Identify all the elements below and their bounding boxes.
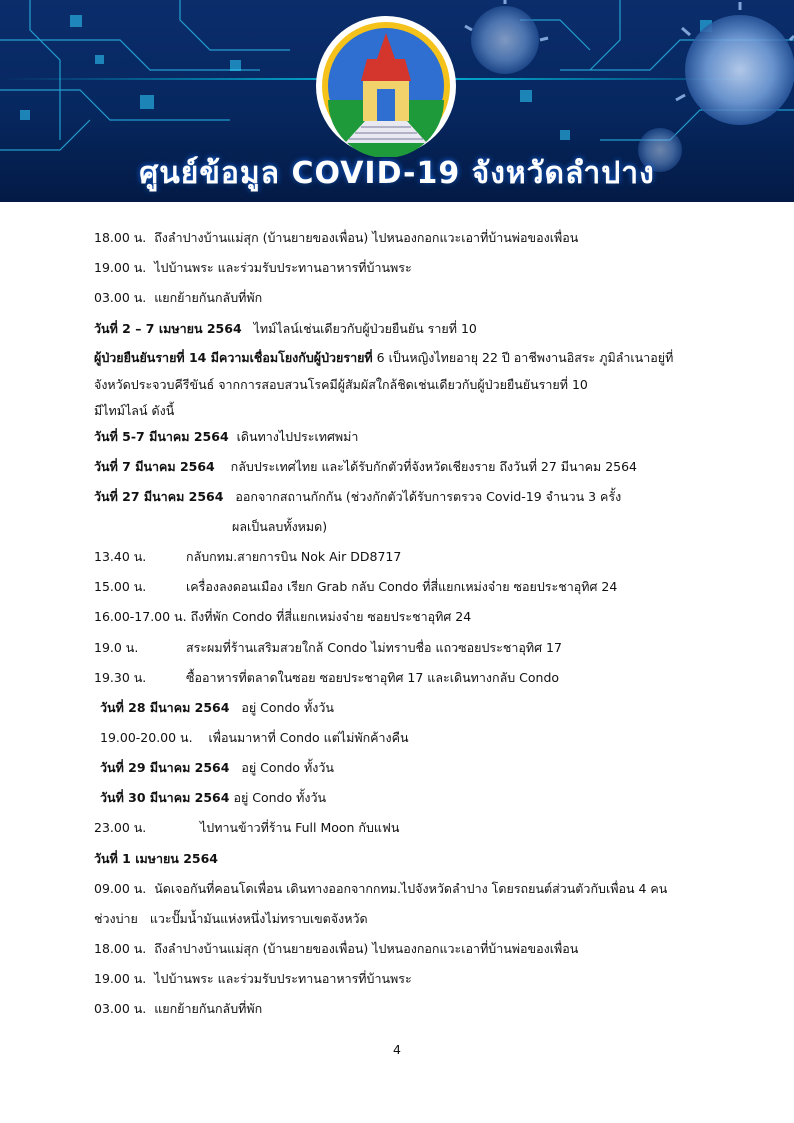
timeline-line: 03.00 น. แยกย้ายกันกลับที่พัก xyxy=(94,290,263,305)
timeline-line: วันที่ 27 มีนาคม 2564 ออกจากสถานกักกัน (ช่วงกักตัวได้รับการตรวจ Covid-19 จำนวน 3 ครั้ง xyxy=(94,489,622,504)
timeline-line: วันที่ 28 มีนาคม 2564 อยู่ Condo ทั้งวัน xyxy=(100,700,334,715)
timeline-line: 19.0 น. สระผมที่ร้านเสริมสวยใกล้ Condo ไม่ทราบชื่อ แถวซอยประชาอุทิศ 17 xyxy=(94,640,562,655)
timeline-line: 13.40 น. กลับกทม.สายการบิน Nok Air DD8717 xyxy=(94,549,402,564)
timeline-line: วันที่ 30 มีนาคม 2564 อยู่ Condo ทั้งวัน xyxy=(100,790,327,805)
timeline-line: 09.00 น. นัดเจอกันที่คอนโดเพื่อน เดินทางออกจากกทม.ไปจังหวัดลำปาง โดยรถยนต์ส่วนตัวกับเพื่อน 4 คน xyxy=(94,881,668,896)
timeline-line: ผู้ป่วยยืนยันรายที่ 14 มีความเชื่อมโยงกับผู้ป่วยรายที่ 6 เป็นหญิงไทยอายุ 22 ปี อาชีพงานอิสระ ภูมิลำเนาอยู่ที่ xyxy=(94,350,674,365)
timeline-line: วันที่ 5-7 มีนาคม 2564 เดินทางไปประเทศพม่า xyxy=(94,429,359,444)
timeline-line: วันที่ 7 มีนาคม 2564 กลับประเทศไทย และได้รับกักตัวที่จังหวัดเชียงราย ถึงวันที่ 27 มีนาคม 2564 xyxy=(94,459,638,474)
timeline-line: 23.00 น. ไปทานข้าวที่ร้าน Full Moon กับแฟน xyxy=(94,820,400,835)
timeline-line: ช่วงบ่าย แวะปั๊มน้ำมันแห่งหนึ่งไม่ทราบเขตจังหวัด xyxy=(94,911,368,926)
timeline-line: 19.00 น. ไปบ้านพระ และร่วมรับประทานอาหารที่บ้านพระ xyxy=(94,260,412,275)
timeline-line: ผลเป็นลบทั้งหมด) xyxy=(232,519,328,534)
page-number: 4 xyxy=(393,1042,401,1057)
timeline-line: 19.00 น. ไปบ้านพระ และร่วมรับประทานอาหารที่บ้านพระ xyxy=(94,971,412,986)
timeline-line: 15.00 น. เครื่องลงดอนเมือง เรียก Grab กลับ Condo ที่สี่แยกเหม่งจ๋าย ซอยประชาอุทิศ 24 xyxy=(94,579,618,594)
timeline-line: วันที่ 1 เมษายน 2564 xyxy=(94,851,218,866)
timeline-line: 18.00 น. ถึงลำปางบ้านแม่สุก (บ้านยายของเพื่อน) ไปหนองกอกแวะเอาที่บ้านพ่อของเพื่อน xyxy=(94,230,579,245)
timeline-line: จังหวัดประจวบคีรีขันธ์ จากการสอบสวนโรคมีผู้สัมผัสใกล้ชิดเช่นเดียวกับผู้ป่วยยืนยันรายที่ 10 xyxy=(94,377,588,392)
timeline-line: 18.00 น. ถึงลำปางบ้านแม่สุก (บ้านยายของเพื่อน) ไปหนองกอกแวะเอาที่บ้านพ่อของเพื่อน xyxy=(94,941,579,956)
lampang-seal-icon xyxy=(315,15,457,157)
banner-title: ศูนย์ข้อมูล COVID-19 จังหวัดลำปาง xyxy=(139,156,655,191)
timeline-line: 19.00-20.00 น. เพื่อนมาหาที่ Condo แต่ไม่พักค้างคืน xyxy=(100,730,409,745)
timeline-line: มีไทม์ไลน์ ดังนี้ xyxy=(94,403,175,418)
header-banner xyxy=(0,0,794,202)
timeline-line: วันที่ 29 มีนาคม 2564 อยู่ Condo ทั้งวัน xyxy=(100,760,334,775)
timeline-line: 03.00 น. แยกย้ายกันกลับที่พัก xyxy=(94,1001,263,1016)
timeline-line: วันที่ 2 – 7 เมษายน 2564 ไทม์ไลน์เช่นเดียวกับผู้ป่วยยืนยัน รายที่ 10 xyxy=(94,321,477,336)
timeline-line: 19.30 น. ซื้ออาหารที่ตลาดในซอย ซอยประชาอุทิศ 17 และเดินทางกลับ Condo xyxy=(94,670,560,685)
timeline-line: 16.00-17.00 น. ถึงที่พัก Condo ที่สี่แยกเหม่งจ๋าย ซอยประชาอุทิศ 24 xyxy=(94,609,472,624)
